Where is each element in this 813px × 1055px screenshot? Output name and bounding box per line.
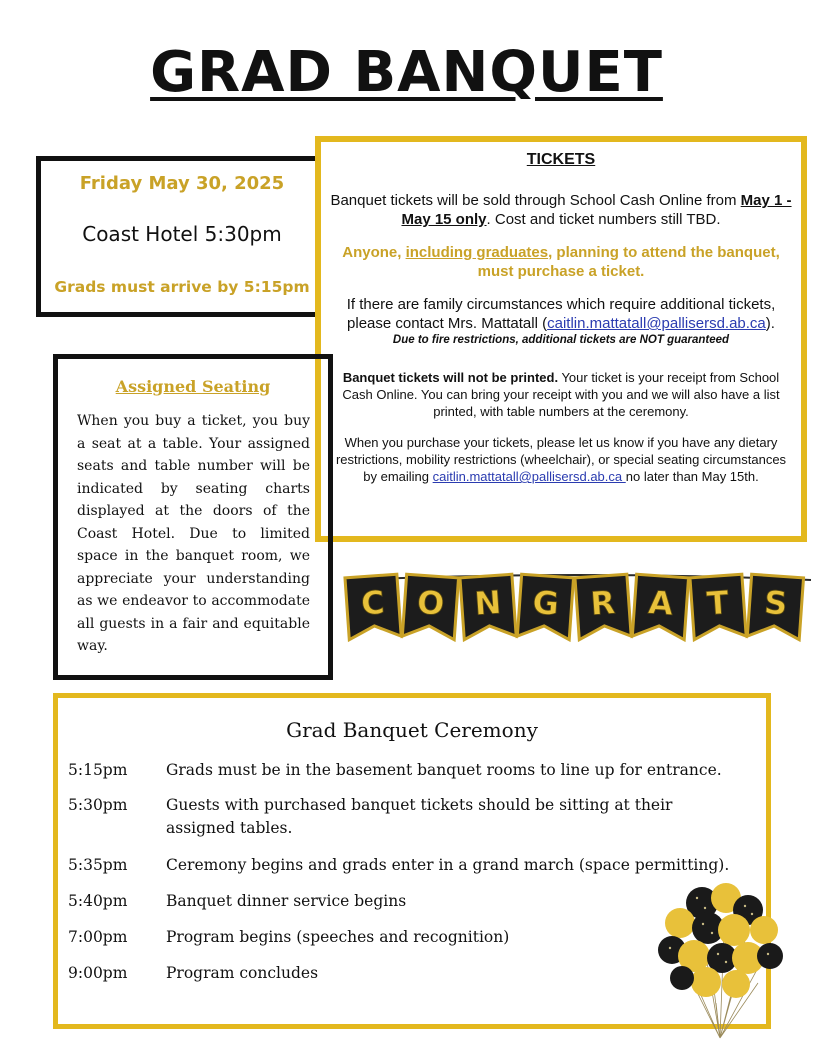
- tickets-sale-info: Banquet tickets will be sold through School Cash Online from May 1 - May 15 only. Cost and ticket numbers still TBD.: [330, 192, 792, 228]
- banner-pennant: [402, 574, 458, 639]
- contact-email-link[interactable]: caitlin.mattatall@pallisersd.ab.ca: [547, 315, 766, 332]
- arrival-note: Grads must arrive by 5:15pm: [54, 278, 310, 296]
- schedule-event: Guests with purchased banquet tickets should be sitting at their assigned tables.: [166, 796, 673, 837]
- banner-letter: N: [473, 583, 503, 623]
- seating-heading: Assigned Seating: [115, 377, 271, 396]
- balloons-icon: [650, 878, 790, 1048]
- schedule-time: 5:30pm: [68, 796, 128, 814]
- banner-letter: C: [359, 583, 386, 623]
- banner-letter: R: [589, 583, 617, 623]
- banner-letter: A: [647, 583, 675, 623]
- tickets-receipt-info: Banquet tickets will not be printed. Your ticket is your receipt from School Cash Online. You can bring your receipt with you and we will also have a list printed, with table numbers at the ceremony.: [342, 370, 780, 419]
- banner-pennant: [690, 574, 746, 639]
- schedule-time: 5:35pm: [68, 856, 128, 874]
- banner-pennant: [345, 574, 401, 639]
- assigned-seating-box: [53, 354, 333, 680]
- schedule-event: Banquet dinner service begins: [166, 892, 407, 910]
- event-venue-time: Coast Hotel 5:30pm: [82, 222, 282, 246]
- banner-pennant: [747, 574, 803, 639]
- banner-pennant: [632, 574, 688, 639]
- special-needs-email-link[interactable]: caitlin.mattatall@pallisersd.ab.ca: [432, 469, 626, 484]
- tickets-family-info: If there are family circumstances which require additional tickets, please contact Mrs. Mattatall (caitlin.mattatall@pallisersd.ab.ca).: [346, 296, 776, 332]
- seating-body: When you buy a ticket, you buy a seat at a table. Your assigned seats and table number will be indicated by seating charts displayed at the doors of the Coast Hotel. Due to limited space in the banquet room, we appreciate your understanding as we endeavor to accommodate all guests in a fair and equitable way.: [77, 413, 310, 654]
- tickets-special-needs-info: When you purchase your tickets, please let us know if you have any dietary restrictions, mobility restrictions (wheelchair), or special seating circumstances by emailing caitlin.mattatall@pallisersd.ab.ca no later than May 15th.: [335, 435, 787, 484]
- schedule-time: 5:15pm: [68, 761, 128, 779]
- page-title: GRAD BANQUET: [150, 40, 663, 105]
- banner-pennant: [460, 574, 516, 639]
- event-date: Friday May 30, 2025: [79, 173, 285, 194]
- schedule-time: 5:40pm: [68, 892, 128, 910]
- congrats-banner: [343, 566, 813, 656]
- banner-letter: T: [705, 583, 731, 623]
- banner-letter: O: [415, 583, 446, 623]
- ceremony-heading: Grad Banquet Ceremony: [286, 718, 538, 742]
- banner-letter: G: [531, 583, 561, 623]
- schedule-event: Program begins (speeches and recognition): [166, 928, 510, 946]
- event-date-box: [36, 156, 328, 317]
- banner-letter: S: [762, 583, 789, 623]
- schedule-event: Program concludes: [166, 964, 319, 982]
- schedule-event: Ceremony begins and grads enter in a grand march (space permitting).: [166, 856, 730, 874]
- schedule-time: 9:00pm: [68, 964, 128, 982]
- schedule-event: Grads must be in the basement banquet rooms to line up for entrance.: [166, 761, 722, 779]
- tickets-required-notice: Anyone, including graduates, planning to attend the banquet, must purchase a ticket.: [342, 244, 780, 280]
- banner-pennant: [575, 574, 631, 639]
- banner-pennant: [517, 574, 573, 639]
- fire-restriction-warning: Due to fire restrictions, additional tickets are NOT guaranteed: [392, 334, 730, 346]
- schedule-time: 7:00pm: [68, 928, 128, 946]
- tickets-heading: TICKETS: [526, 151, 596, 168]
- tickets-box: [315, 136, 807, 542]
